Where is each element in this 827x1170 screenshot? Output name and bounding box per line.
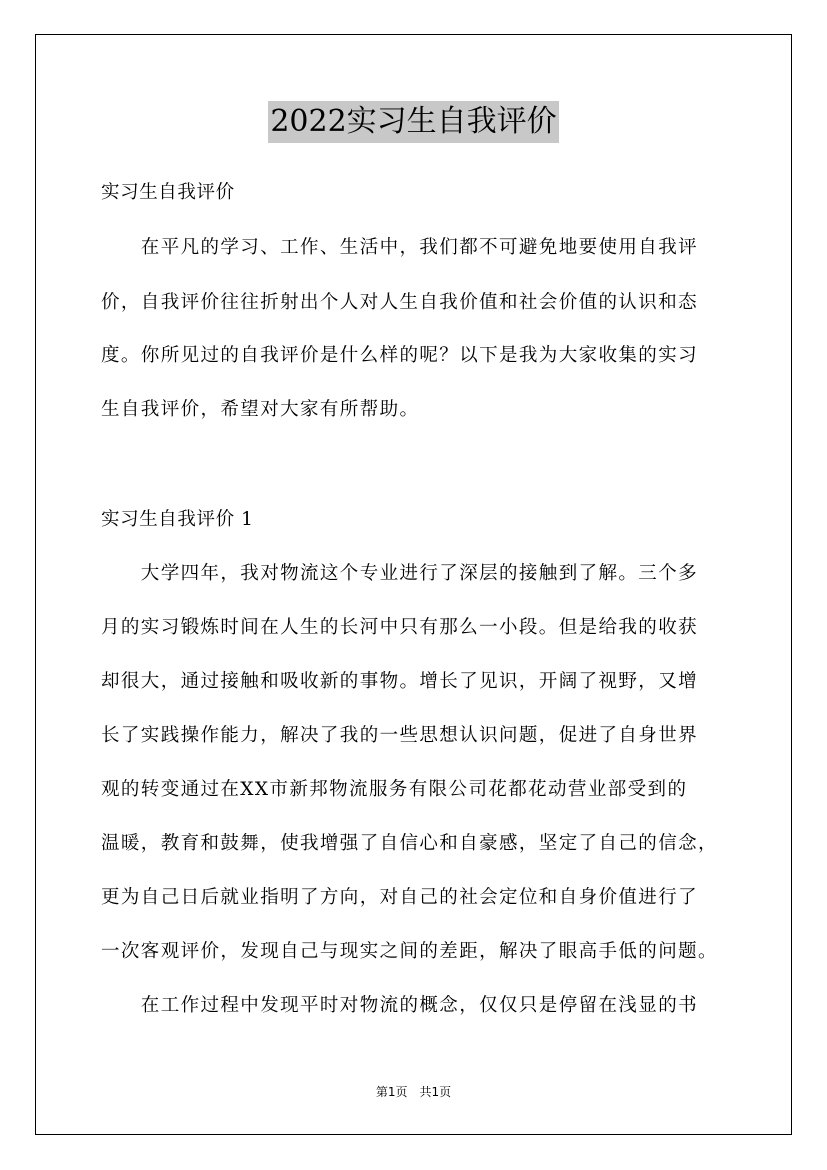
section-line-5: 观的转变通过在XX市新邦物流服务有限公司花都花动营业部受到的 bbox=[101, 779, 688, 800]
section-line-2: 月的实习锻炼时间在人生的长河中只有那么一小段。但是给我的收获 bbox=[101, 617, 699, 638]
section-line-7: 更为自己日后就业指明了方向，对自己的社会定位和自身价值进行了 bbox=[101, 887, 699, 908]
intro-heading: 实习生自我评价 bbox=[101, 182, 235, 203]
intro-line-2: 价，自我评价往往折射出个人对人生自我价值和社会价值的认识和态 bbox=[101, 292, 699, 313]
intro-line-3: 度。你所见过的自我评价是什么样的呢？以下是我为大家收集的实习 bbox=[101, 345, 699, 366]
section-line-4: 长了实践操作能力，解决了我的一些思想认识问题，促进了自身世界 bbox=[101, 725, 699, 746]
page-footer: 第1页 共1页 bbox=[375, 1085, 452, 1099]
section-line-6: 温暖，教育和鼓舞，使我增强了自信心和自豪感，坚定了自己的信念， bbox=[101, 833, 718, 854]
section-line-8: 一次客观评价，发现自己与现实之间的差距，解决了眼高手低的问题。 bbox=[101, 941, 718, 962]
intro-line-4: 生自我评价，希望对大家有所帮助。 bbox=[101, 399, 420, 420]
section-line-9: 在工作过程中发现平时对物流的概念，仅仅只是停留在浅显的书 bbox=[101, 995, 699, 1016]
title-container bbox=[0, 101, 827, 143]
section-line-1: 大学四年，我对物流这个专业进行了深层的接触到了解。三个多 bbox=[101, 563, 699, 584]
intro-line-1: 在平凡的学习、工作、生活中，我们都不可避免地要使用自我评 bbox=[101, 237, 699, 258]
section-line-3: 却很大，通过接触和吸收新的事物。增长了见识，开阔了视野，又增 bbox=[101, 671, 699, 692]
section-heading: 实习生自我评价 1 bbox=[101, 509, 254, 530]
document-title: 2022实习生自我评价 bbox=[268, 101, 558, 143]
